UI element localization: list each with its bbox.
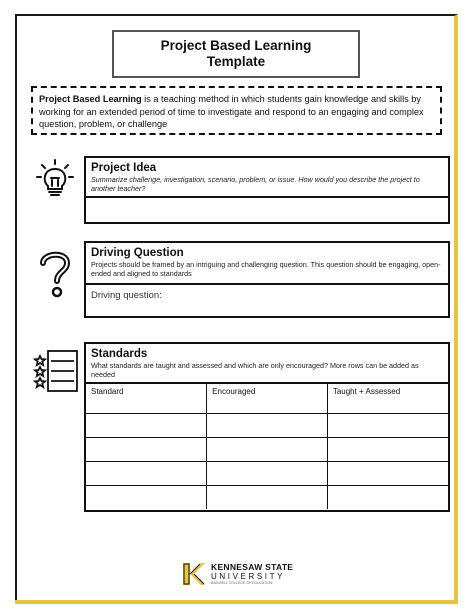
standards-title: Standards [91,348,148,360]
table-cell[interactable] [86,413,207,437]
table-cell[interactable] [327,437,448,461]
gold-accent-bar [15,600,458,604]
project-idea-title: Project Idea [91,162,157,174]
intro-definition [31,86,442,135]
driving-question-answer-label: Driving question: [91,290,162,301]
table-row [86,485,448,509]
column-header-taught-assessed: Taught + Assessed [327,384,448,413]
table-cell[interactable] [86,485,207,509]
driving-question-title: Driving Question [91,247,184,259]
logo-line-2: UNIVERSITY [211,571,286,581]
intro-text: is a teaching method in which students gain knowledge and skills by working for an extended period of time to investigate and respond to an engaging and complex question, problem, or challenge [39,94,424,130]
standards-section [84,342,450,512]
table-cell[interactable] [207,437,328,461]
table-cell[interactable] [86,437,207,461]
intro-term: Project Based Learning [39,94,142,104]
table-cell[interactable] [207,485,328,509]
table-cell[interactable] [327,413,448,437]
project-idea-description: Summarize challenge, investigation, scenario, problem, or issue. How would you describe the project to another teacher? [91,175,420,193]
standards-table-header-row [86,384,448,413]
table-row [86,413,448,437]
project-idea-section [84,156,450,224]
driving-question-section [84,241,450,318]
table-cell[interactable] [327,461,448,485]
standards-table [86,384,448,509]
title-line-2: Template [206,54,266,69]
table-cell[interactable] [207,413,328,437]
driving-question-answer-field[interactable] [86,285,448,316]
ksu-logo-mark-icon [180,561,206,587]
project-idea-answer-field[interactable] [86,198,448,222]
table-cell[interactable] [207,461,328,485]
driving-question-description: Projects should be framed by an intriguing and challenging question. This question should be engaging, open-ended and aligned to standards [91,260,441,278]
star-checklist-icon [33,349,79,399]
logo-wordmark [211,563,293,586]
lightbulb-icon [34,158,76,200]
title-line-1: Project Based Learning [160,38,312,53]
driving-question-header [86,243,448,285]
page-title [112,30,360,78]
question-mark-icon [35,249,75,299]
logo-line-1: KENNESAW STATE [211,561,294,572]
university-logo [180,556,300,592]
table-row [86,437,448,461]
standards-header [86,344,448,384]
table-cell[interactable] [327,485,448,509]
logo-line-3: BAGWELL COLLEGE OF EDUCATION [211,580,273,585]
column-header-standard: Standard [86,384,207,413]
column-header-encouraged: Encouraged [207,384,328,413]
table-row [86,461,448,485]
project-idea-header [86,158,448,198]
standards-description: What standards are taught and assessed and which are only encouraged? More rows can be added as needed [91,361,419,379]
table-cell[interactable] [86,461,207,485]
